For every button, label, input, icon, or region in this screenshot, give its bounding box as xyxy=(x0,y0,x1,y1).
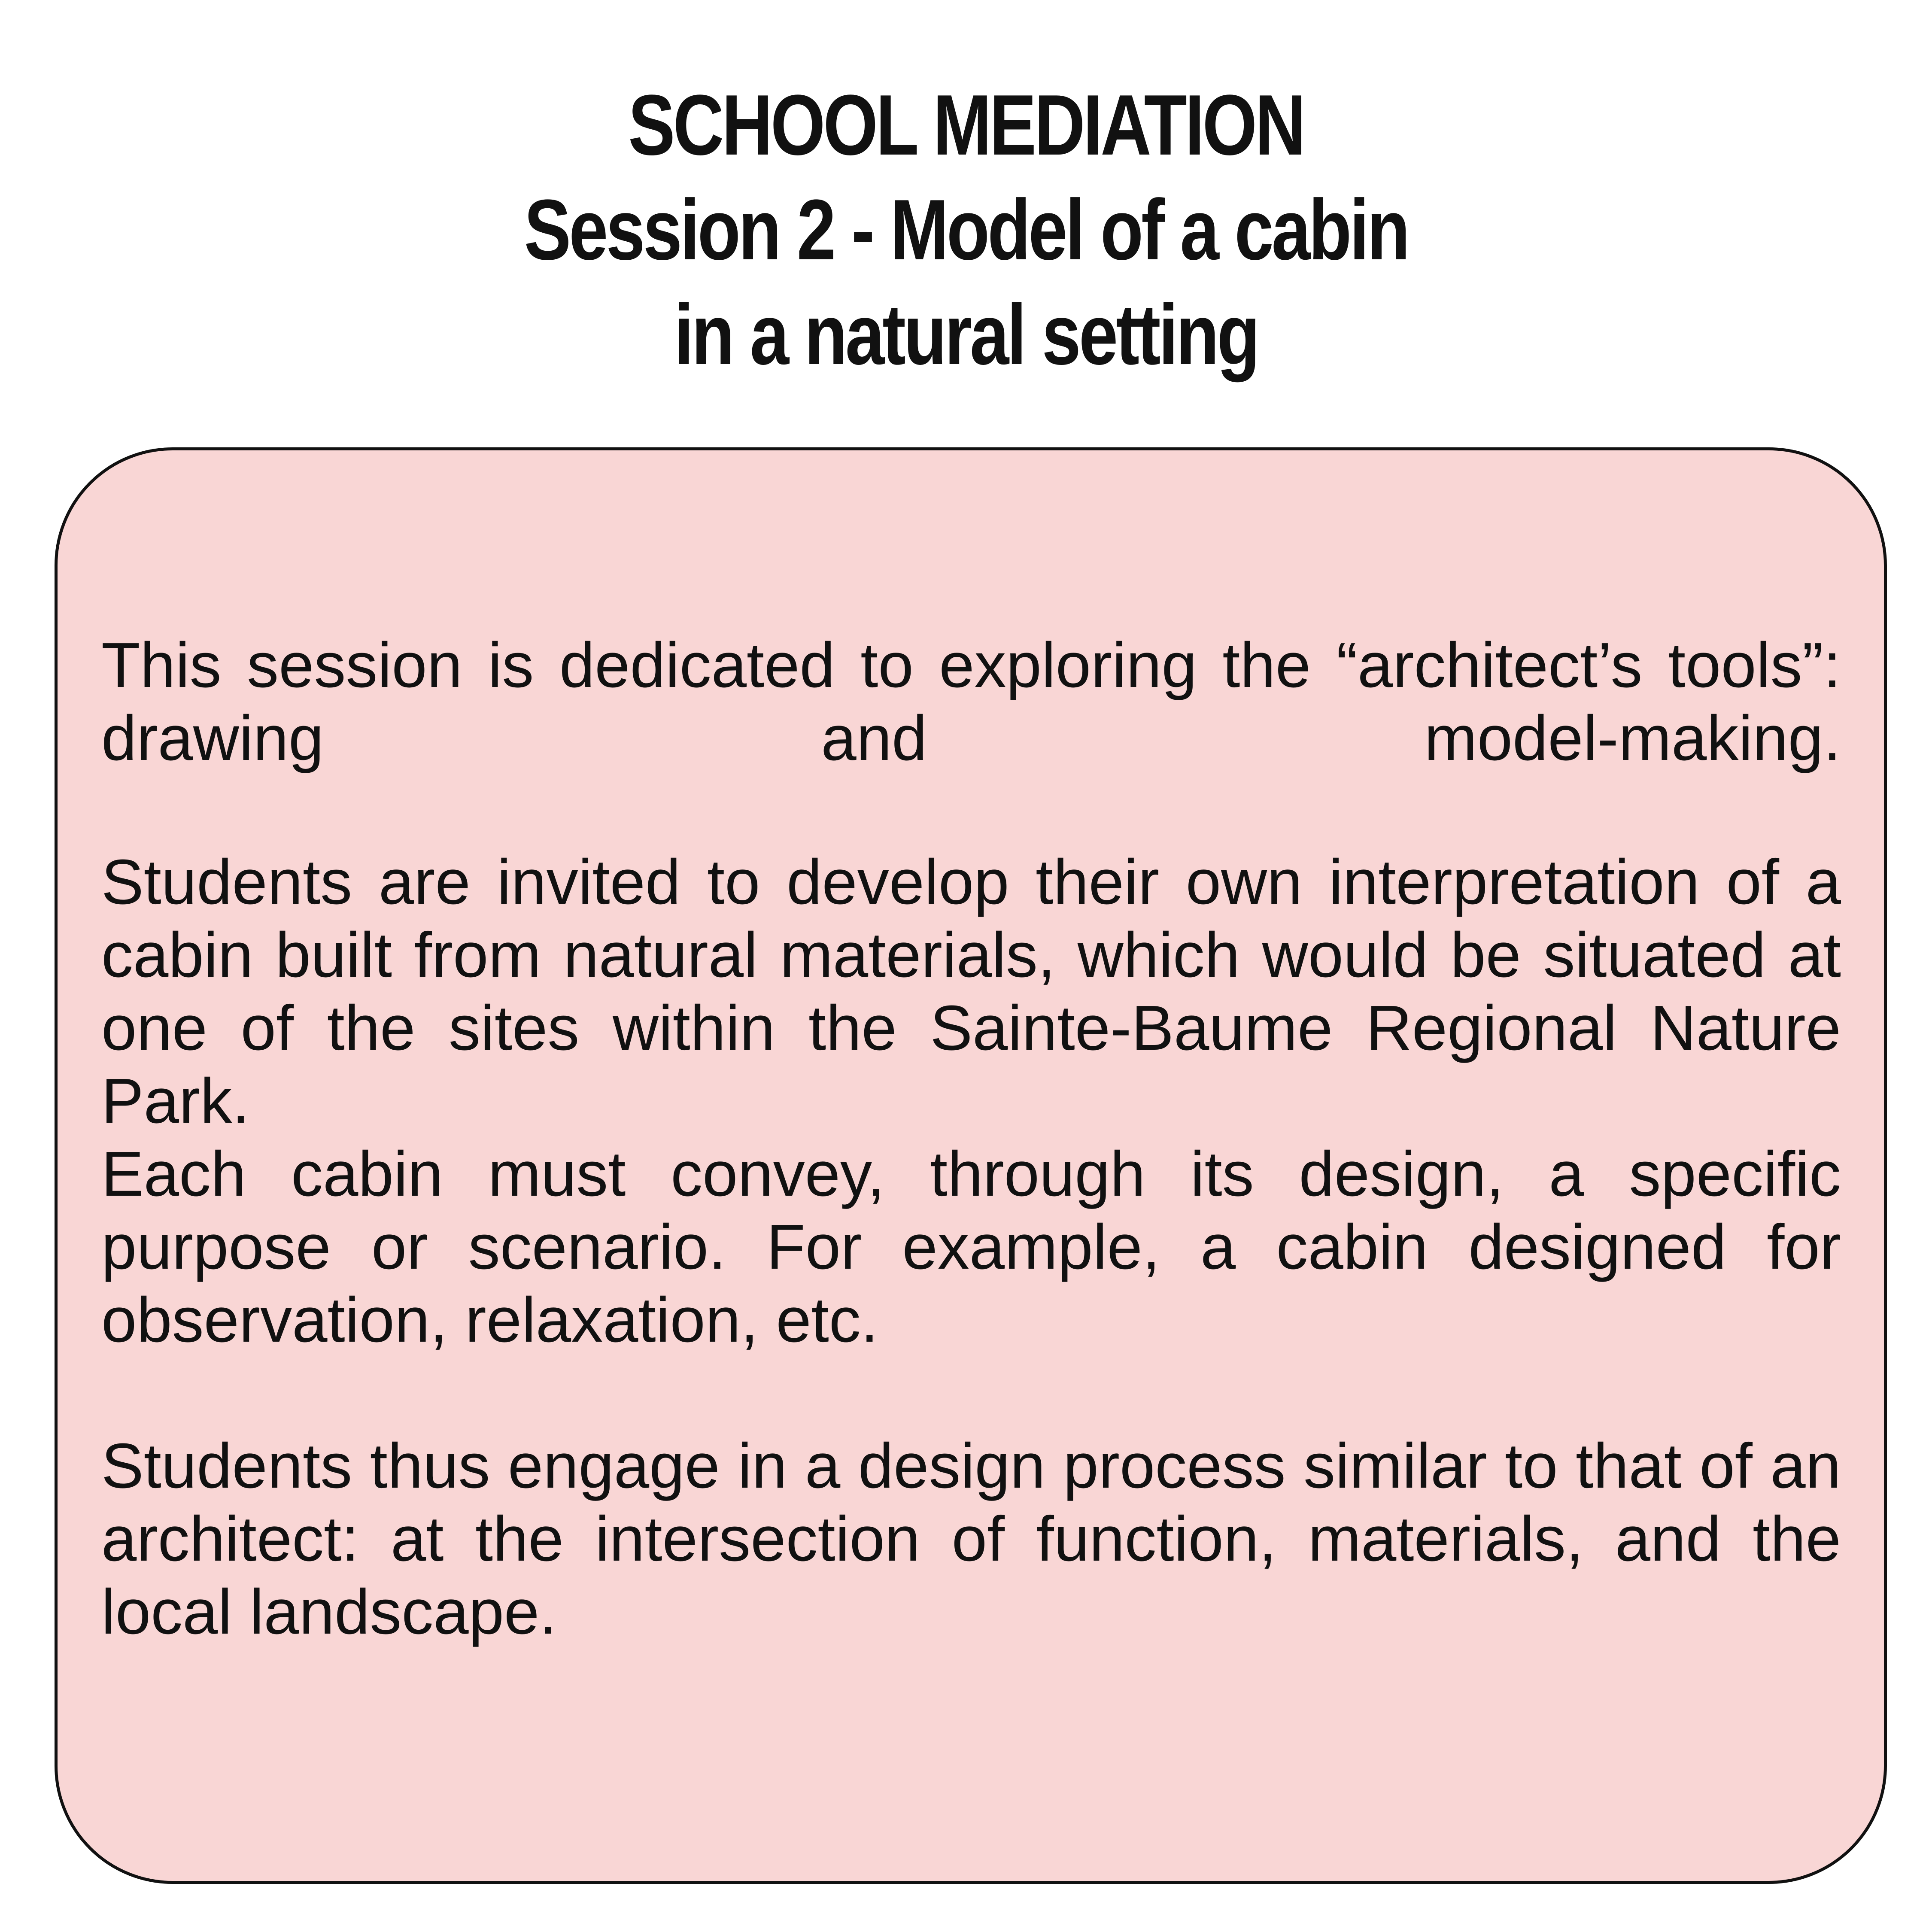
title-line-setting: in a natural setting xyxy=(674,287,1258,383)
paragraph-design-process: Students thus engage in a design process similar to that of an architect: at the intersection of function, materials, and the local landscape. xyxy=(101,1431,1841,1647)
paragraph-architect-tools: This session is dedicated to exploring the “architect’s tools”: drawing and model-making. xyxy=(101,630,1841,774)
title-line-school-mediation: SCHOOL MEDIATION xyxy=(628,77,1304,173)
title-line-session: Session 2 - Model of a cabin xyxy=(524,182,1408,278)
page-title xyxy=(0,73,1932,387)
paragraph-student-interpretation: Students are invited to develop their own interpretation of a cabin built from natural materials, which would be situated at one of the sites within the Sainte-Baume Regional Nature Park. xyxy=(101,847,1841,1136)
paragraph-cabin-purpose: Each cabin must convey, through its design, a specific purpose or scenario. For example, a cabin designed for observation, relaxation, etc. xyxy=(101,1139,1841,1355)
